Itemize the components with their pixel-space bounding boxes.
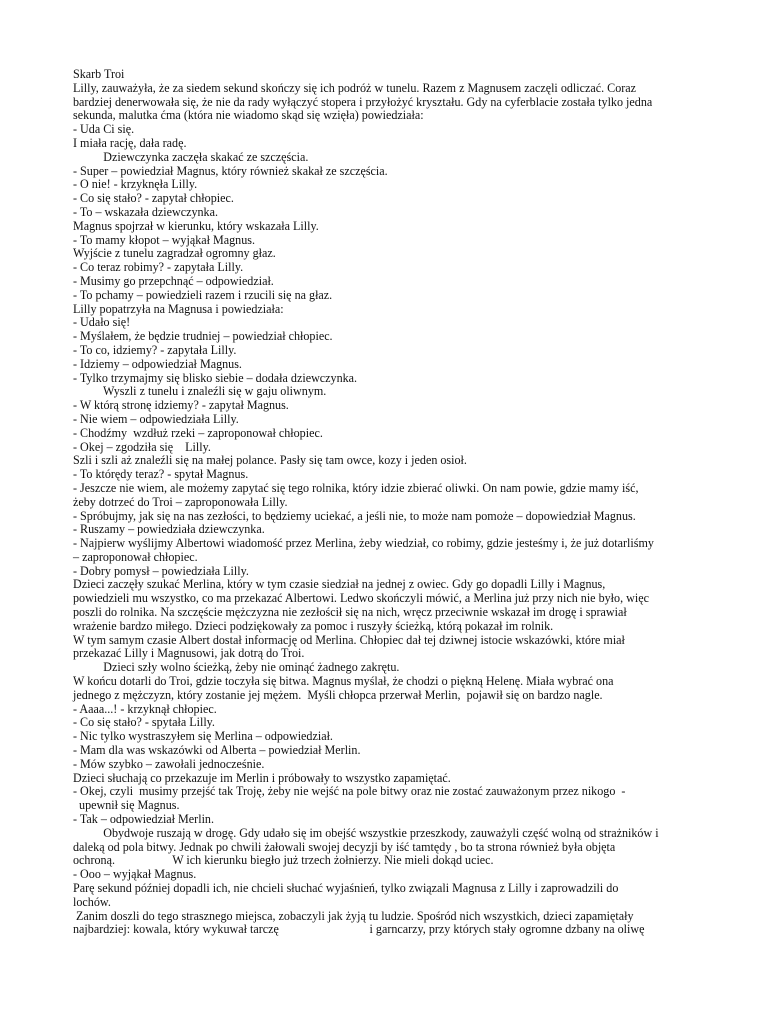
text-line: - Udało się! bbox=[73, 315, 131, 330]
text-line: Magnus spojrzał w kierunku, który wskazała Lilly. bbox=[73, 218, 319, 233]
text-line: - Myślałem, że będzie trudniej – powiedział chłopiec. bbox=[73, 329, 333, 344]
document-body bbox=[73, 82, 701, 937]
text-line: - Idziemy – odpowiedział Magnus. bbox=[73, 356, 242, 371]
text-line: - Okej – zgodziła się Lilly. bbox=[73, 439, 211, 454]
text-line: Obydwoje ruszają w drogę. Gdy udało się im obejść wszystkie przeszkody, zauważyli część wolną od strażników i bbox=[73, 825, 659, 840]
text-line: ochroną. W ich kierunku biegło już trzech żołnierzy. Nie mieli dokąd uciec. bbox=[73, 853, 494, 868]
text-line: Wyszli z tunelu i znaleźli się w gaju oliwnym. bbox=[73, 384, 327, 399]
text-line: Dzieci słuchają co przekazuje im Merlin i próbowały to wszystko zapamiętać. bbox=[73, 770, 451, 785]
text-line: - Najpierw wyślijmy Albertowi wiadomość przez Merlina, żeby wiedział, co robimy, gdzie jesteśmy i, że już dotarliśmy bbox=[73, 536, 654, 551]
text-line: Lilly, zauważyła, że za siedem sekund skończy się ich podróż w tunelu. Razem z Magnusem zaczęli odliczać. Coraz bbox=[73, 80, 637, 95]
text-line: Szli i szli aż znaleźli się na małej polance. Pasły się tam owce, kozy i jeden osioł. bbox=[73, 453, 467, 468]
text-line: - Tylko trzymajmy się blisko siebie – dodała dziewczynka. bbox=[73, 370, 358, 385]
text-line: - Spróbujmy, jak się na nas zezłości, to będziemy uciekać, a jeśli nie, to może nam pomoże – dopowiedział Magnus. bbox=[73, 508, 636, 523]
text-line: - To którędy teraz? - spytał Magnus. bbox=[73, 467, 249, 482]
document-page bbox=[73, 68, 701, 937]
text-line: - To co, idziemy? - zapytała Lilly. bbox=[73, 342, 237, 357]
text-line: - Uda Ci się. bbox=[73, 122, 135, 137]
text-line: W końcu dotarli do Troi, gdzie toczyła się bitwa. Magnus myślał, że chodzi o piękną Helenę. Miała wybrać ona bbox=[73, 674, 614, 689]
text-line: poszli do rolnika. Na szczęście mężczyzna nie zezłościł się na nich, wręcz przeciwnie wskazał im drogę i sprawiał bbox=[73, 605, 627, 620]
text-line: wrażenie bardzo miłego. Dzieci podziękowały za pomoc i ruszyły ścieżką, którą pokazał im rolnik. bbox=[73, 618, 554, 633]
text-line: - Nie wiem – odpowiedziała Lilly. bbox=[73, 411, 239, 426]
text-line: upewnił się Magnus. bbox=[73, 798, 180, 813]
text-line: - Aaaa...! - krzyknął chłopiec. bbox=[73, 701, 217, 716]
text-line: - Nic tylko wystraszyłem się Merlina – odpowiedział. bbox=[73, 729, 333, 744]
text-line: - Co się stało? - spytała Lilly. bbox=[73, 715, 215, 730]
text-line: - Jeszcze nie wiem, ale możemy zapytać się tego rolnika, który idzie zbierać oliwki. On nam powie, gdzie mamy iść, bbox=[73, 480, 639, 495]
text-line: - Tak – odpowiedział Merlin. bbox=[73, 812, 214, 827]
text-line: Dzieci szły wolno ścieżką, żeby nie ominąć żadnego zakrętu. bbox=[73, 660, 400, 675]
text-line: - To – wskazała dziewczynka. bbox=[73, 204, 219, 219]
text-line: Dzieci zaczęły szukać Merlina, który w tym czasie siedział na jednej z owiec. Gdy go dopadli Lilly i Magnus, bbox=[73, 577, 606, 592]
text-line: - Okej, czyli musimy przejść tak Troję, żeby nie wejść na pole bitwy oraz nie zostać zauważonym przez nikogo - bbox=[73, 784, 626, 799]
text-line: Parę sekund później dopadli ich, nie chcieli słuchać wyjaśnień, tylko związali Magnusa z Lilly i zaprowadzili do bbox=[73, 881, 619, 896]
text-line: - To mamy kłopot – wyjąkał Magnus. bbox=[73, 232, 255, 247]
text-line: - Mam dla was wskazówki od Alberta – powiedział Merlin. bbox=[73, 743, 361, 758]
text-line: - Co teraz robimy? - zapytała Lilly. bbox=[73, 260, 244, 275]
text-line: najbardziej: kowala, który wykuwał tarczę i garncarzy, przy których stały ogromne dzbany na oliwę bbox=[73, 922, 645, 937]
text-line: - Musimy go przepchnąć – odpowiedział. bbox=[73, 273, 274, 288]
text-line: - Chodźmy wzdłuż rzeki – zaproponował chłopiec. bbox=[73, 425, 323, 440]
text-line: Dziewczynka zaczęła skakać ze szczęścia. bbox=[73, 149, 309, 164]
text-line: I miała rację, dała radę. bbox=[73, 135, 187, 150]
text-line: żeby dotrzeć do Troi – zaproponowała Lilly. bbox=[73, 494, 288, 509]
text-line: lochów. bbox=[73, 894, 111, 909]
text-line: Wyjście z tunelu zagradzał ogromny głaz. bbox=[73, 246, 276, 261]
text-line: jednego z mężczyzn, który zostanie jej mężem. Myśli chłopca przerwał Merlin, pojawił się on bardzo nagle. bbox=[73, 687, 603, 702]
text-line: - Dobry pomysł – powiedziała Lilly. bbox=[73, 563, 249, 578]
text-line: - O nie! - krzyknęła Lilly. bbox=[73, 177, 198, 192]
text-line: - Co się stało? - zapytał chłopiec. bbox=[73, 191, 234, 206]
text-line: Zanim doszli do tego strasznego miejsca, zobaczyli jak żyją tu ludzie. Spośród nich wszystkich, dzieci zapamiętały bbox=[73, 908, 634, 923]
text-line: - Mów szybko – zawołali jednocześnie. bbox=[73, 756, 265, 771]
text-line: - Super – powiedział Magnus, który również skakał ze szczęścia. bbox=[73, 163, 388, 178]
text-line: bardziej denerwowała się, że nie da rady wyłączyć stopera i przyłożyć kryształu. Gdy na cyferblacie została tylko jedna bbox=[73, 94, 653, 109]
text-line: sekunda, malutka ćma (która nie wiadomo skąd się wzięła) powiedziała: bbox=[73, 108, 424, 123]
text-line: - To pchamy – powiedzieli razem i rzucili się na głaz. bbox=[73, 287, 333, 302]
text-line: - Ooo – wyjąkał Magnus. bbox=[73, 867, 197, 882]
text-line: powiedzieli mu wszystko, co ma przekazać Albertowi. Ledwo skończyli mówić, a Merlina już przy nich nie było, więc bbox=[73, 591, 649, 606]
text-line: - Ruszamy – powiedziała dziewczynka. bbox=[73, 522, 265, 537]
text-line: daleką od pola bitwy. Jednak po chwili żałowali swojej decyzji by iść tamtędy , bo ta strona również była objęta bbox=[73, 839, 616, 854]
text-line: przekazać Lilly i Magnusowi, jak dotrą do Troi. bbox=[73, 646, 305, 661]
text-line: - W którą stronę idziemy? - zapytał Magnus. bbox=[73, 398, 289, 413]
document-title: Skarb Troi bbox=[73, 67, 125, 81]
text-line: Lilly popatrzyła na Magnusa i powiedziała: bbox=[73, 301, 284, 316]
text-line: – zaproponował chłopiec. bbox=[73, 549, 198, 564]
text-line: W tym samym czasie Albert dostał informację od Merlina. Chłopiec dał tej dziwnej istocie wskazówki, które miał bbox=[73, 632, 625, 647]
